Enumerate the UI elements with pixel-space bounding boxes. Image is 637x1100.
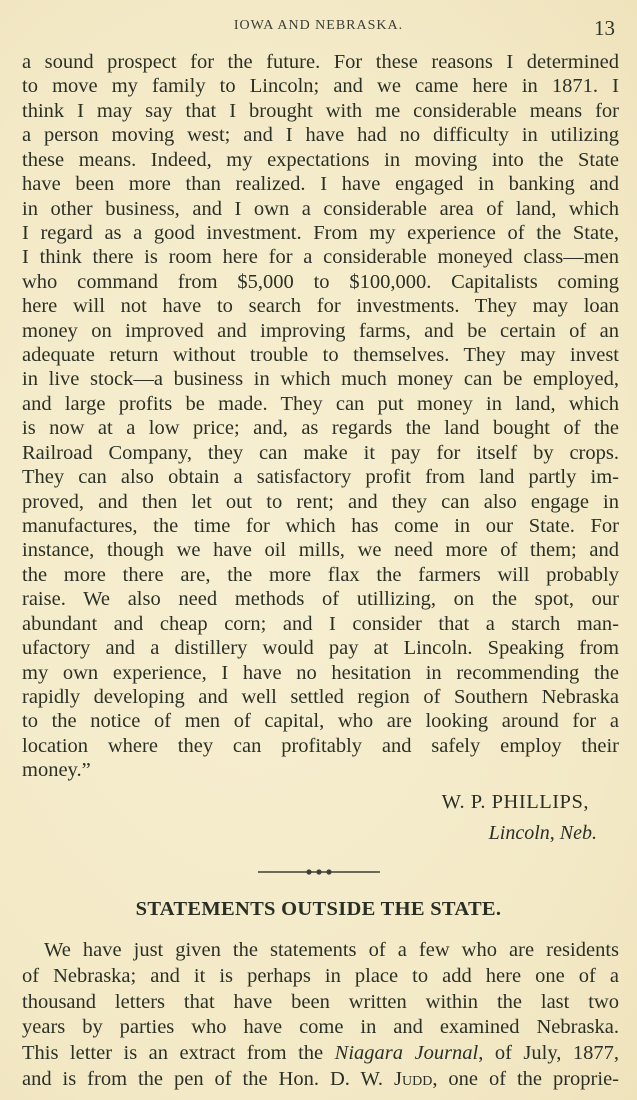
divider-dot bbox=[306, 869, 311, 874]
text-line: raise. We also need methods of utillizing, on the spot, our bbox=[22, 588, 619, 611]
text-line: a person moving west; and I have had no difficulty in utilizing bbox=[22, 124, 619, 147]
text-line: I think there is room here for a considerable moneyed class—men bbox=[22, 246, 619, 269]
text-line: ufactory and a distillery would pay at Lincoln. Speaking from bbox=[22, 637, 619, 660]
text-line: is now at a low price; and, as regards the land bought of the bbox=[22, 417, 619, 440]
signature-separator: , bbox=[549, 822, 560, 844]
running-title: IOWA AND NEBRASKA. bbox=[233, 18, 404, 33]
text-line: We have just given the statements of a few who are residents bbox=[44, 939, 619, 961]
divider-dot bbox=[316, 869, 321, 874]
text-line: abundant and cheap corn; and I consider that a starch man- bbox=[22, 612, 619, 635]
text-line: and large profits be made. They can put money in land, which bbox=[22, 392, 619, 415]
text-line: these means. Indeed, my expectations in moving into the State bbox=[22, 148, 619, 171]
signature-place bbox=[489, 822, 597, 845]
text-line: years by parties who have come in and examined Nebraska. bbox=[22, 1016, 619, 1038]
text-line: of Nebraska; and it is perhaps in place to add here one of a bbox=[22, 965, 619, 987]
page-number: 13 bbox=[594, 16, 615, 40]
text-line: in live stock—a business in which much money can be employed, bbox=[22, 368, 619, 391]
text-line: manufactures, the time for which has come in our State. For bbox=[22, 514, 619, 537]
text-line: They can also obtain a satisfactory profit from land partly im- bbox=[22, 466, 619, 489]
text-run: and is from the pen of the Hon. D. W. bbox=[22, 1068, 394, 1090]
person-name: Judd bbox=[394, 1068, 433, 1090]
text-line: who command from $5,000 to $100,000. Capitalists coming bbox=[22, 270, 619, 293]
text-line: adequate return without trouble to themselves. They may invest bbox=[22, 344, 619, 367]
text-line: proved, and then let out to rent; and they can also engage in bbox=[22, 490, 619, 513]
text-line: a sound prospect for the future. For these reasons I determined bbox=[22, 51, 619, 73]
signature-city: Lincoln bbox=[488, 822, 550, 844]
text-run: This letter is an extract from the bbox=[22, 1042, 335, 1064]
running-head bbox=[0, 16, 637, 40]
text-run: , one of the proprie- bbox=[432, 1068, 619, 1090]
text-run: , of July, 1877, bbox=[478, 1042, 619, 1064]
section-heading: STATEMENTS OUTSIDE THE STATE. bbox=[135, 898, 502, 920]
text-line: in other business, and I own a considerable area of land, which bbox=[22, 197, 619, 220]
text-line: think I may say that I brought with me considerable means for bbox=[22, 99, 619, 122]
publication-title: Niagara Journal bbox=[334, 1042, 479, 1064]
signature-state: Neb. bbox=[559, 822, 597, 844]
text-line: money.” bbox=[22, 759, 91, 782]
text-line bbox=[22, 1041, 619, 1065]
text-line: instance, though we have oil mills, we need more of them; and bbox=[22, 539, 619, 562]
text-line: I regard as a good investment. From my experience of the State, bbox=[22, 221, 619, 244]
text-line: my own experience, I have no hesitation in recommending the bbox=[22, 661, 619, 684]
text-line: money on improved and improving farms, and be certain of an bbox=[22, 319, 619, 342]
text-line: location where they can profitably and safely employ their bbox=[22, 734, 619, 757]
text-line: rapidly developing and well settled region of Southern Nebraska bbox=[22, 685, 619, 708]
section-divider-ornament bbox=[258, 866, 380, 878]
text-line: Railroad Company, they can make it pay for itself by crops. bbox=[22, 441, 619, 464]
text-line: to the notice of men of capital, who are looking around for a bbox=[22, 710, 619, 733]
text-line bbox=[22, 1067, 619, 1091]
divider-dot bbox=[326, 869, 331, 874]
text-line: to move my family to Lincoln; and we came here in 1871. I bbox=[22, 75, 619, 98]
text-line: the more there are, the more flax the farmers will probably bbox=[22, 563, 619, 586]
text-line: have been more than realized. I have engaged in banking and bbox=[22, 173, 619, 196]
text-line: here will not have to search for investments. They may loan bbox=[22, 295, 619, 318]
signature-name: W. P. PHILLIPS, bbox=[441, 791, 589, 813]
text-line: thousand letters that have been written within the last two bbox=[22, 991, 619, 1013]
